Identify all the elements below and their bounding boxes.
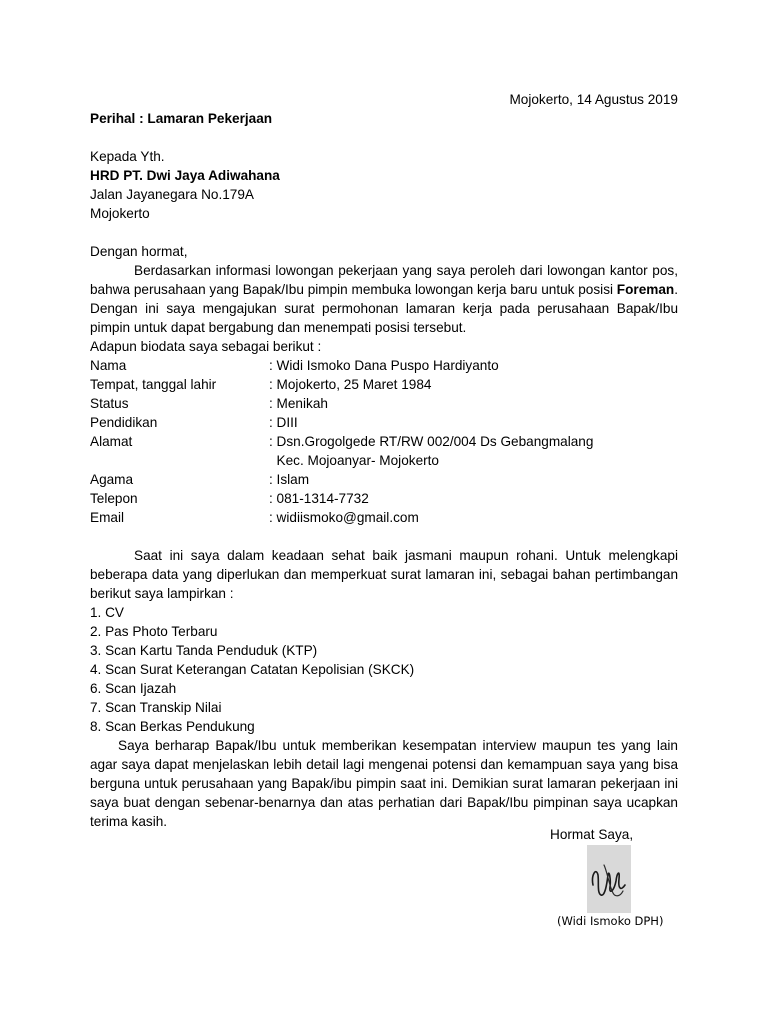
biodata-label: Agama xyxy=(90,472,134,487)
recipient-company: HRD PT. Dwi Jaya Adiwahana xyxy=(90,168,280,183)
biodata-value: : Mojokerto, 25 Maret 1984 xyxy=(269,377,432,392)
biodata-value: : Islam xyxy=(269,472,310,487)
address-line-2: Kec. Mojoanyar- Mojokerto xyxy=(269,453,439,468)
biodata-label: Email xyxy=(90,510,124,525)
biodata-value: : widiismoko@gmail.com xyxy=(269,510,419,525)
intro-text-2: . Dengan ini saya mengajukan surat permohonan lamaran kerja pada perusahaan Bapak/Ibu pimpin untuk dapat bergabung dan menempati posisi tersebut. xyxy=(90,282,678,335)
biodata-value-address xyxy=(269,432,678,470)
spacer xyxy=(90,128,678,147)
biodata-value: : DIII xyxy=(269,415,298,430)
biodata-row xyxy=(90,508,678,527)
biodata-label: Telepon xyxy=(90,491,138,506)
letter-date: Mojokerto, 14 Agustus 2019 xyxy=(509,92,678,107)
biodata-label: Status xyxy=(90,396,129,411)
health-paragraph: Saat ini saya dalam keadaan sehat baik jasmani maupun rohani. Untuk melengkapi beberapa data yang diperlukan dan memperkuat surat lamaran ini, sebagai bahan pertimbangan berikut saya lampirkan : xyxy=(90,548,678,601)
list-item: 3. Scan Kartu Tanda Penduduk (KTP) xyxy=(90,643,318,658)
biodata-intro: Adapun biodata saya sebagai berikut : xyxy=(90,339,322,354)
recipient-greeting: Kepada Yth. xyxy=(90,149,165,164)
list-item: 6. Scan Ijazah xyxy=(90,681,177,696)
recipient-address: Jalan Jayanegara No.179A xyxy=(90,187,254,202)
biodata-row xyxy=(90,394,678,413)
biodata-row xyxy=(90,489,678,508)
biodata-row xyxy=(90,432,678,470)
biodata-label: Tempat, tanggal lahir xyxy=(90,377,217,392)
list-item: 1. CV xyxy=(90,605,124,620)
biodata-value: : 081-1314-7732 xyxy=(269,491,369,506)
intro-text-1: Berdasarkan informasi lowongan pekerjaan yang saya peroleh dari lowongan kantor pos, bahwa perusahaan yang Bapak/Ibu pimpin membuka lowongan kerja baru untuk posisi xyxy=(90,263,678,297)
letter-body xyxy=(90,90,678,831)
closing-text: Hormat Saya, xyxy=(550,827,634,842)
list-item: 4. Scan Surat Keterangan Catatan Kepolisian (SKCK) xyxy=(90,662,415,677)
recipient-city: Mojokerto xyxy=(90,206,150,221)
biodata-table xyxy=(90,356,678,527)
biodata-value: : Widi Ismoko Dana Puspo Hardiyanto xyxy=(269,358,499,373)
list-item: 2. Pas Photo Terbaru xyxy=(90,624,218,639)
intro-paragraph xyxy=(90,261,678,337)
biodata-row xyxy=(90,413,678,432)
signature-name: (Widi Ismoko DPH) xyxy=(557,914,664,928)
spacer xyxy=(90,527,678,546)
spacer xyxy=(90,223,678,242)
closing-paragraph: Saya berharap Bapak/Ibu untuk memberikan kesempatan interview maupun tes yang lain agar saya dapat menjelaskan lebih detail lagi mengenai potensi dan kemampuan saya yang bisa berguna untuk perusahaan yang Bapak/ibu pimpin saat ini. Demikian surat lamaran pekerjaan ini saya buat dengan sebenar-benarnya dan atas perhatian dari Bapak/Ibu pimpinan saya ucapkan terima kasih. xyxy=(90,738,678,829)
letter-subject: Perihal : Lamaran Pekerjaan xyxy=(90,111,273,126)
biodata-label: Pendidikan xyxy=(90,415,158,430)
attachment-list xyxy=(90,603,678,736)
list-item: 7. Scan Transkip Nilai xyxy=(90,700,222,715)
biodata-row xyxy=(90,470,678,489)
salutation: Dengan hormat, xyxy=(90,244,188,259)
biodata-label: Alamat xyxy=(90,434,133,449)
biodata-label: Nama xyxy=(90,358,127,373)
biodata-value: : Menikah xyxy=(269,396,328,411)
position-name: Foreman xyxy=(616,282,675,297)
address-line-1: : Dsn.Grogolgede RT/RW 002/004 Ds Gebangmalang xyxy=(269,434,594,449)
signature-image xyxy=(587,845,631,913)
biodata-row xyxy=(90,356,678,375)
biodata-row xyxy=(90,375,678,394)
list-item: 8. Scan Berkas Pendukung xyxy=(90,719,255,734)
